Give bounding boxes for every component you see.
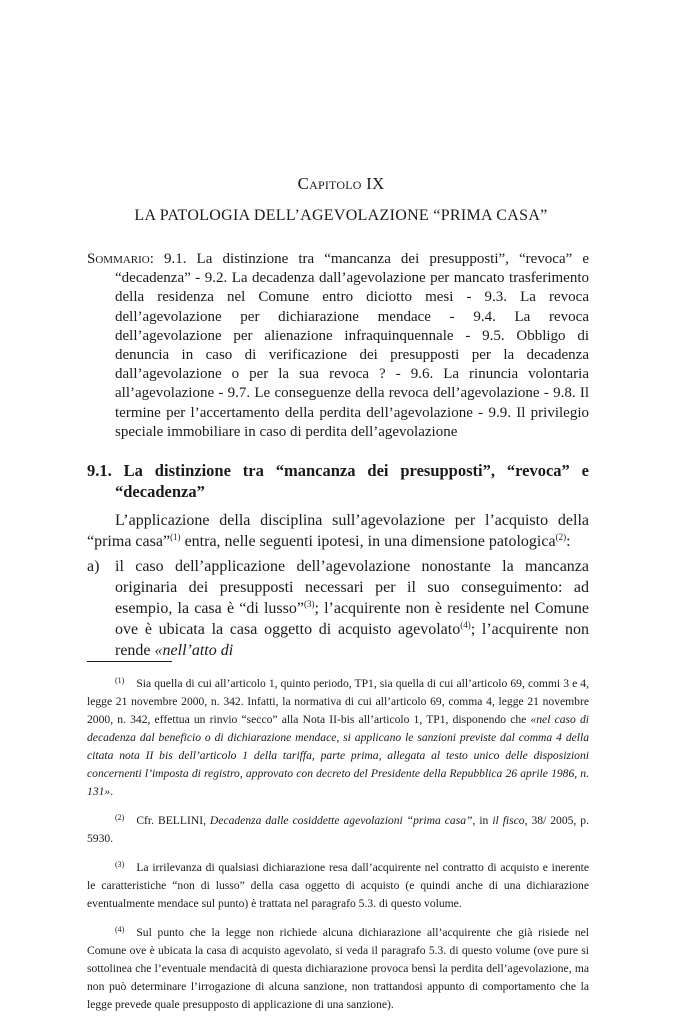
footnote-italic-title: Decadenza dalle cosiddette agevolazioni “prima casa”	[209, 814, 473, 827]
footnote-end: .	[110, 785, 114, 798]
footnote-ref-1[interactable]: (1)	[170, 532, 181, 542]
chapter-title: LA PATOLOGIA DELL’AGEVOLAZIONE “PRIMA CASA”	[134, 207, 548, 224]
footnotes	[87, 672, 589, 1022]
paragraph-text-2: entra, nelle seguenti ipotesi, in una dimensione patologica	[180, 533, 556, 550]
footnote-text: La irrilevanza di qualsiasi dichiarazione resa dall’acquirente nel contratto di acquisto e inerente le caratteristiche “non di lusso” della casa oggetto di acquisto (e quindi anche di una dichiarazione eventualmente mendace sul punto) è trattata nel paragrafo 5.3. di questo volume.	[87, 861, 589, 910]
chapter-label: Capitolo	[297, 174, 362, 193]
paragraph-text-1: L’applicazione della disciplina sull’agevolazione per l’acquisto della “prima casa”	[87, 512, 589, 550]
footnote-text: Sia quella di cui all’articolo 1, quinto periodo, TP1, sia quella di cui all’articolo 69, commi 3 e 4, legge 21 novembre 2000, n. 342. Infatti, la normativa di cui all’articolo 69, comma 4, legge 21 novembre 2000, n. 342, effettua un rinvio “secco” alla Nota II-bis all’articolo 1, TP1, disponendo che	[87, 677, 589, 726]
footnote-1	[87, 672, 589, 801]
chapter-summary	[87, 250, 589, 442]
footnote-number: (1)	[115, 676, 125, 685]
section-heading	[87, 460, 589, 502]
paragraph-text-3: :	[566, 533, 571, 550]
section-title: La distinzione tra “mancanza dei presupposti”, “revoca” e “decadenza”	[115, 461, 589, 501]
footnote-italic-journal: il fisco	[492, 814, 525, 827]
footnote-text: Cfr. BELLINI,	[136, 814, 210, 827]
footnote-italic: «nel caso di decadenza dal beneficio o di dichiarazione mendace, si applicano le sanzioni previste dal comma 4 della citata nota II bis dell’articolo 1 della tariffa, parte prima, allegata al testo unico delle disposizioni concernenti l’imposta di registro, approvato con decreto del Presidente della Repubblica 26 aprile 1986, n. 131»	[87, 713, 589, 798]
list-item-body	[115, 556, 589, 661]
footnote-number: (2)	[115, 813, 125, 822]
list-item-a	[87, 556, 589, 661]
footnote-number: (4)	[115, 925, 125, 934]
footnote-ref-3[interactable]: (3)	[303, 599, 315, 609]
footnote-2	[87, 809, 589, 848]
footnote-3	[87, 856, 589, 913]
footnote-end: , 38/ 2005, p. 5930.	[87, 814, 589, 845]
list-letter: a)	[87, 558, 100, 575]
summary-label: Sommario:	[87, 251, 154, 267]
item-italic-quote: «nell’atto di	[154, 642, 234, 659]
body-paragraph	[87, 510, 589, 552]
footnote-text-mid: , in	[472, 814, 493, 827]
section-number: 9.1.	[87, 461, 112, 480]
summary-text: 9.1. La distinzione tra “mancanza dei presupposti”, “revoca” e “decadenza” - 9.2. La decadenza dall’agevolazione per mancato trasferimento della residenza nel Comune entro diciotto mesi - 9.3. La revoca dell’agevolazione per dichiarazione mendace - 9.4. La revoca dell’agevolazione per alienazione infraquinquennale - 9.5. Obbligo di denuncia in caso di verificazione dei presupposti per la decadenza dall’agevolazione o per la sua revoca ? - 9.6. La rinuncia volontaria all’agevolazione - 9.7. Le conseguenze della revoca dell’agevolazione - 9.8. Il termine per l’accertamento della perdita dell’agevolazione - 9.9. Il privilegio speciale immobiliare in caso di perdita dell’agevolazione	[115, 251, 589, 440]
footnote-4	[87, 921, 589, 1014]
footnote-ref-4[interactable]: (4)	[460, 620, 471, 630]
footnote-text: Sul punto che la legge non richiede alcuna dichiarazione all’acquirente che già risiede nel Comune ove è ubicata la casa di acquisto agevolato, si veda il paragrafo 5.3. di questo volume (ove pure si sottolinea che l’eventuale mendacità di questa dichiarazione provoca bensì la perdita dell’agevolazione, ma non può determinare l’irrogazione di alcuna sanzione, non trattandosi appunto di comportamento che la legge prevede quale presupposto di applicazione di una sanzione).	[87, 926, 589, 1011]
item-text-2: ; l’acquirente non è residente nel Comune ove è ubicata la casa oggetto di acquisto agevolato	[115, 600, 589, 638]
item-text-3: ; l’acquirente non rende	[115, 621, 590, 659]
footnote-number: (3)	[115, 860, 125, 869]
chapter-heading	[0, 174, 682, 194]
footnote-ref-2[interactable]: (2)	[555, 532, 567, 542]
footnote-divider	[87, 661, 172, 662]
item-text-1: il caso dell’applicazione dell’agevolazione nonostante la mancanza originaria dei presupposti necessari per il suo conseguimento: ad esempio, la casa è “di lusso”	[115, 558, 589, 617]
chapter-numeral: IX	[366, 174, 385, 193]
